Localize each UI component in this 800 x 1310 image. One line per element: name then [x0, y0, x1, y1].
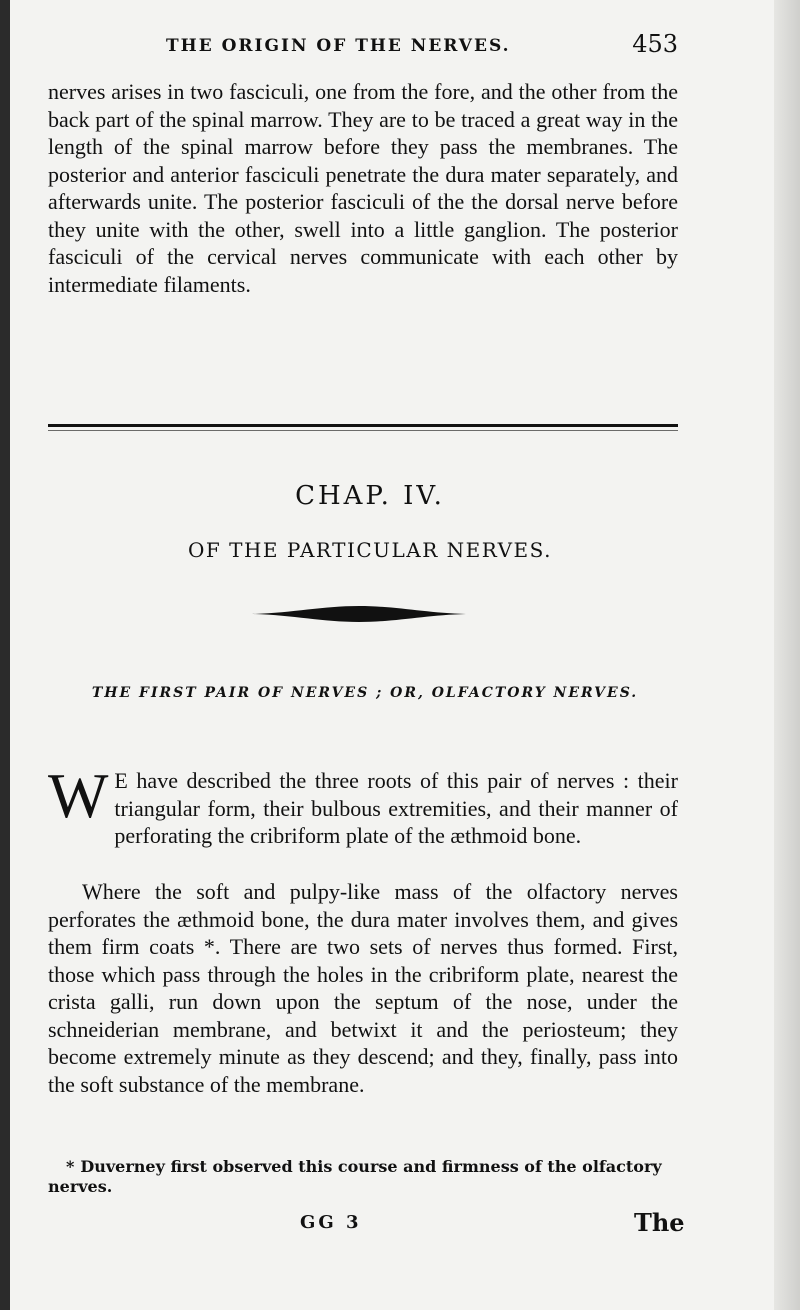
page-header [48, 30, 678, 64]
section-title: OF THE PARTICULAR NERVES. [187, 538, 552, 562]
page-number: 453 [632, 30, 678, 58]
subsection-title: THE FIRST PAIR OF NERVES ; OR, OLFACTORY NERVES. [91, 685, 639, 701]
running-head: THE ORIGIN OF THE NERVES. [166, 36, 511, 56]
paragraph-body: Where the soft and pulpy-like mass of the olfactory nerves perforates the æthmoid bone, the dura mater involves them, and gives them firm coats *. There are two sets of nerves thus formed. First, those which pass through the holes in the cribriform plate, nearest the crista galli, run down upon the septum of the nose, under the schneiderian membrane, and betwixt it and the periosteum; they become extremely minute as they descend; and they, finally, pass into the soft substance of the membrane. [48, 879, 678, 1097]
drop-cap: W [48, 760, 109, 831]
chapter-divider-rule [48, 424, 678, 427]
swell-rule-ornament [252, 602, 466, 626]
catchword: The [634, 1208, 685, 1237]
paragraph-intro [48, 760, 678, 850]
paragraph-intro-text: E have described the three roots of this pair of nerves : their triangular form, their bulbous extremities, and their manner of perforating the cribriform plate of the æthmoid bone. [114, 768, 678, 848]
footnote-text: Duverney first observed this course and firmness of the olfactory nerves. [48, 1157, 662, 1196]
signature-mark: GG 3 [300, 1212, 362, 1233]
chapter-divider-rule-thin [48, 430, 678, 431]
footnote-marker: * [66, 1157, 75, 1176]
paragraph-continuation: nerves arises in two fasciculi, one from the fore, and the other from the back part of the spinal marrow. They are to be traced a great way in the length of the spinal marrow before they pass the membranes. The posterior and anterior fasciculi penetrate the dura mater separately, and afterwards unite. The posterior fasciculi of the the dorsal nerve before they unite with the other, swell into a little ganglion. The posterior fasciculi of the cervical nerves communicate with each other by intermediate filaments. [48, 79, 678, 297]
chapter-title: CHAP. IV. [295, 481, 445, 511]
footnote [48, 1157, 678, 1197]
